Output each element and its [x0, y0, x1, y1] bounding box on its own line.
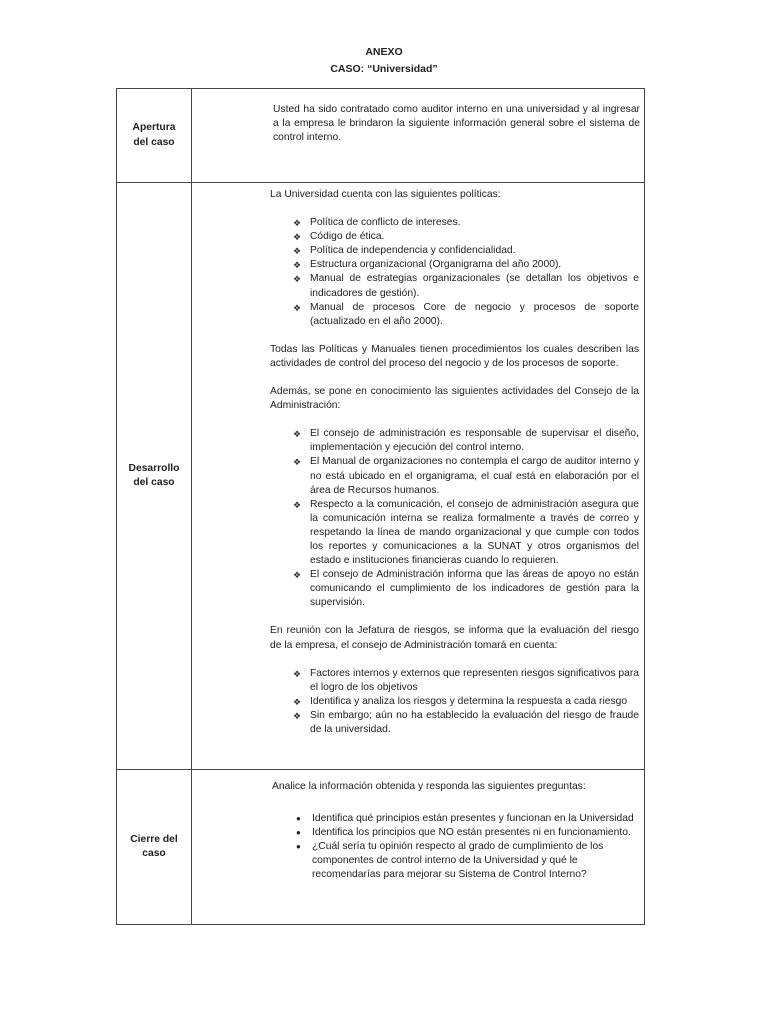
desarrollo-para1: Todas las Políticas y Manuales tienen procedimientos los cuales describen las actividades de control del proceso del negocio y de los procesos de soporte.	[270, 343, 639, 369]
list-item: ❖ Respecto a la comunicación, el consejo de administración asegura que la comunicación interna se realiza formalmente a través de correo y respetando la línea de mando organizacional y que cumple con todos los reportes y comunicaciones a la SUNAT y otros organismos del estado e instituciones financieras cuando lo requieren.	[290, 498, 639, 568]
questions-list	[292, 812, 640, 882]
document-heading	[0, 44, 768, 78]
cierre-intro: Analice la información obtenida y responda las siguientes preguntas:	[272, 781, 586, 792]
list-item: ❖ El consejo de Administración informa que las áreas de apoyo no están comunicando el cumplimiento de los indicadores de gestión para la supervisión.	[290, 568, 639, 610]
list-item: ❖ El Manual de organizaciones no contempla el cargo de auditor interno y no está ubicado en el organigrama, el cual está en elaboración por el área de Recursos humanos.	[290, 455, 639, 497]
heading-anexo: ANEXO	[365, 46, 403, 58]
list-item: ❖ Manual de estrategias organizacionales (se detallan los objetivos e indicadores de gestión).	[290, 272, 639, 300]
list-item: ● Identifica los principios que NO están presentes ni en funcionamiento.	[292, 826, 640, 840]
list-item: ❖ Manual de procesos Core de negocio y procesos de soporte (actualizado en el año 2000).	[290, 301, 639, 329]
list-item: ❖ Política de conflicto de intereses.	[290, 216, 639, 230]
activities-list	[290, 427, 639, 610]
label-apertura	[117, 89, 192, 183]
list-item: ❖ Estructura organizacional (Organigrama del año 2000).	[290, 258, 639, 272]
label-apertura-line1: Apertura	[132, 122, 176, 134]
risks-list	[290, 667, 639, 737]
list-item: ❖ Identifica y analiza los riesgos y determina la respuesta a cada riesgo	[290, 695, 639, 709]
list-item: ❖ Código de ética.	[290, 230, 639, 244]
desarrollo-para2: Además, se pone en conocimiento las siguientes actividades del Consejo de la Administración:	[270, 386, 639, 412]
list-item: ❖ Factores internos y externos que representen riesgos significativos para el logro de los objetivos	[290, 667, 639, 695]
row-desarrollo	[117, 183, 645, 770]
label-cierre-line1: Cierre del	[130, 833, 178, 845]
list-item: ● Identifica qué principios están presentes y funcionan en la Universidad	[292, 812, 640, 826]
row-cierre	[117, 770, 645, 925]
row-apertura	[117, 89, 645, 183]
heading-caso: CASO: “Universidad”	[330, 63, 438, 75]
desarrollo-content	[192, 183, 645, 770]
case-table	[116, 88, 645, 925]
list-item: ❖ Política de independencia y confidencialidad.	[290, 244, 639, 258]
label-desarrollo-line2: del caso	[133, 477, 175, 488]
list-item: ❖ El consejo de administración es responsable de supervisar el diseño, implementación y ejecución del control interno.	[290, 427, 639, 455]
apertura-text: Usted ha sido contratado como auditor interno en una universidad y al ingresar a la empresa le brindaron la siguiente información general sobre el sistema de control interno.	[192, 89, 645, 183]
label-cierre-line2: caso	[142, 848, 166, 859]
desarrollo-intro: La Universidad cuenta con las siguientes políticas:	[270, 189, 501, 200]
label-desarrollo	[117, 183, 192, 770]
label-cierre	[117, 770, 192, 925]
label-apertura-line2: del caso	[133, 136, 175, 148]
cierre-content	[192, 770, 645, 925]
desarrollo-para3: En reunión con la Jefatura de riesgos, se informa que la evaluación del riesgo de la empresa, el consejo de Administración tomará en cuenta:	[270, 625, 639, 651]
list-item: ❖ Sin embargo; aún no ha establecido la evaluación del riesgo de fraude de la universidad.	[290, 709, 639, 737]
policies-list	[290, 216, 639, 329]
list-item: ● ¿Cuál sería tu opinión respecto al grado de cumplimiento de los componentes de control interno de la Universidad y qué le recomendarías para mejorar su Sistema de Control Interno?	[292, 840, 640, 882]
label-desarrollo-line1: Desarrollo	[128, 462, 180, 474]
